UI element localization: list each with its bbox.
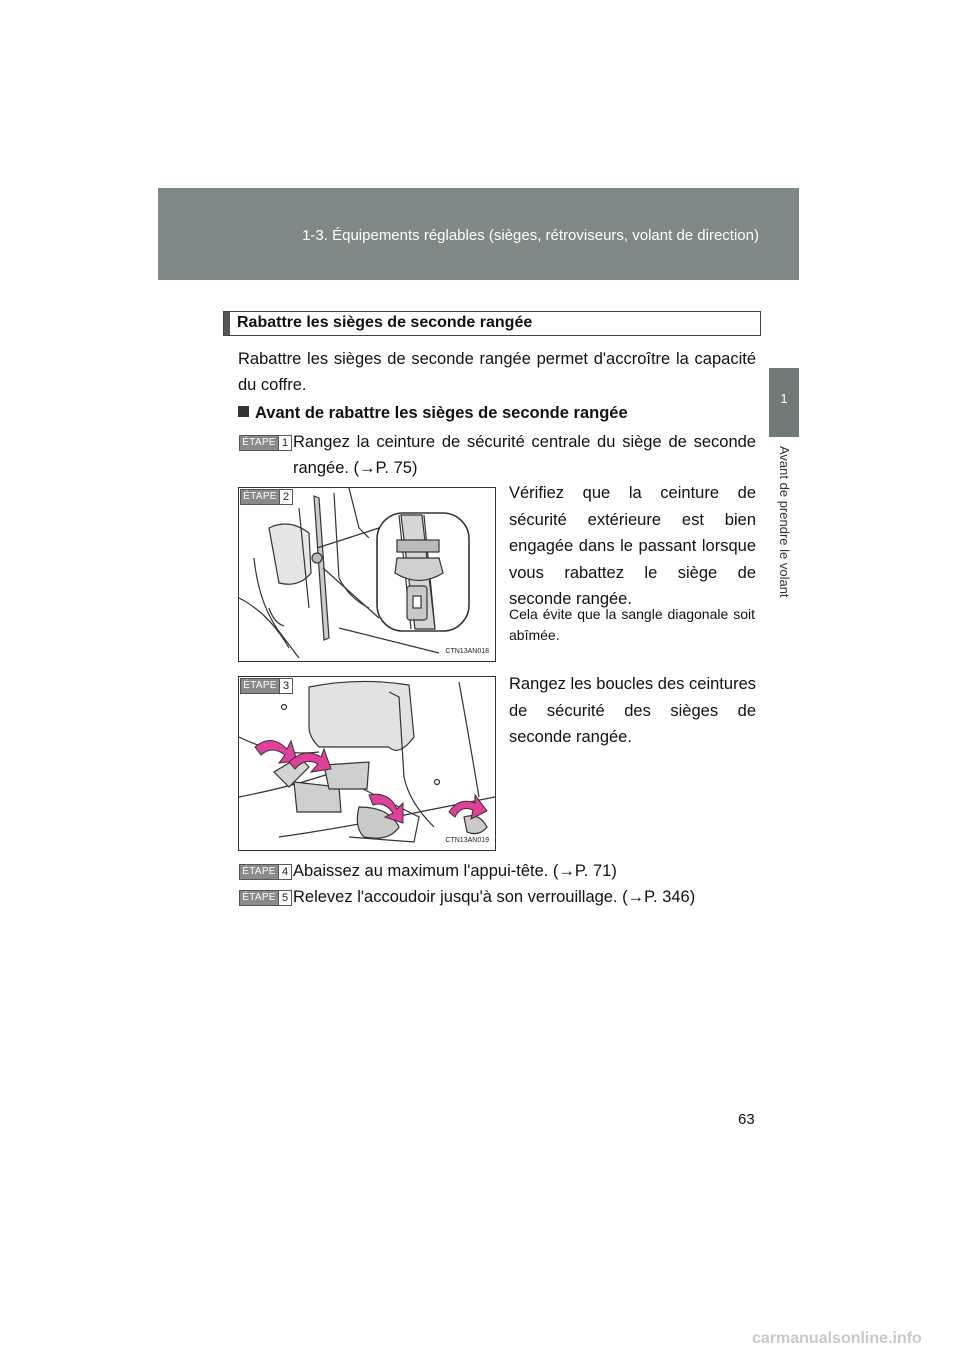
step-badge-number: 3 xyxy=(280,678,293,694)
step-badge-label: ÉTAPE xyxy=(239,864,279,880)
chapter-title: 1-3. Équipements réglables (sièges, rétroviseurs, volant de direction) xyxy=(302,227,759,244)
chapter-header xyxy=(158,188,799,280)
section-heading-box xyxy=(223,311,761,336)
side-tab-header xyxy=(769,188,799,280)
step-2-text: Vérifiez que la ceinture de sécurité extérieure est bien engagée dans le passant lorsque vous rabattez le siège de seconde rangée. xyxy=(509,484,756,608)
page-number: 63 xyxy=(738,1111,755,1128)
step-3-text: Rangez les boucles des ceintures de sécurité des sièges de seconde rangée. xyxy=(509,675,756,746)
step-badge-1 xyxy=(239,435,292,451)
step-badge-number: 1 xyxy=(279,435,292,451)
step-badge-label: ÉTAPE xyxy=(239,890,279,906)
intro-paragraph: Rabattre les sièges de seconde rangée permet d'accroître la capacité du coffre. xyxy=(238,350,756,394)
side-chapter-tab xyxy=(769,368,799,437)
watermark: carmanualsonline.info xyxy=(752,1330,922,1347)
side-label-text: Avant de prendre le volant xyxy=(777,446,792,598)
step-badge-number: 4 xyxy=(279,864,292,880)
step-badge-number: 2 xyxy=(280,489,293,505)
step-badge-label: ÉTAPE xyxy=(239,435,279,451)
step-badge-5 xyxy=(239,890,292,906)
figure-step-3 xyxy=(238,676,496,851)
step-badge-label: ÉTAPE xyxy=(240,678,280,694)
side-chapter-label xyxy=(771,446,799,646)
step-1-text: Rangez la ceinture de sécurité centrale du siège de seconde rangée. (→P. 75) xyxy=(293,433,756,477)
section-title: Rabattre les sièges de seconde rangée xyxy=(237,314,533,331)
step-2-note: Cela évite que la sangle diagonale soit abîmée. xyxy=(509,606,755,643)
figure-code: CTN13AN019 xyxy=(445,837,489,844)
seatbelt-guide-illustration xyxy=(239,488,495,661)
step-badge-4 xyxy=(239,864,292,880)
buckle-storage-illustration xyxy=(239,677,495,850)
step-badge-label: ÉTAPE xyxy=(240,489,280,505)
step-badge-number: 5 xyxy=(279,890,292,906)
side-tab-number: 1 xyxy=(780,391,788,406)
square-bullet-icon xyxy=(238,406,249,417)
step-5-text: Relevez l'accoudoir jusqu'à son verrouillage. (→P. 346) xyxy=(293,888,696,906)
figure-step-2 xyxy=(238,487,496,662)
subheading xyxy=(238,404,628,423)
subheading-text: Avant de rabattre les sièges de seconde rangée xyxy=(255,404,628,422)
step-4-text: Abaissez au maximum l'appui-tête. (→P. 71) xyxy=(293,862,617,880)
figure-code: CTN13AN018 xyxy=(445,648,489,655)
